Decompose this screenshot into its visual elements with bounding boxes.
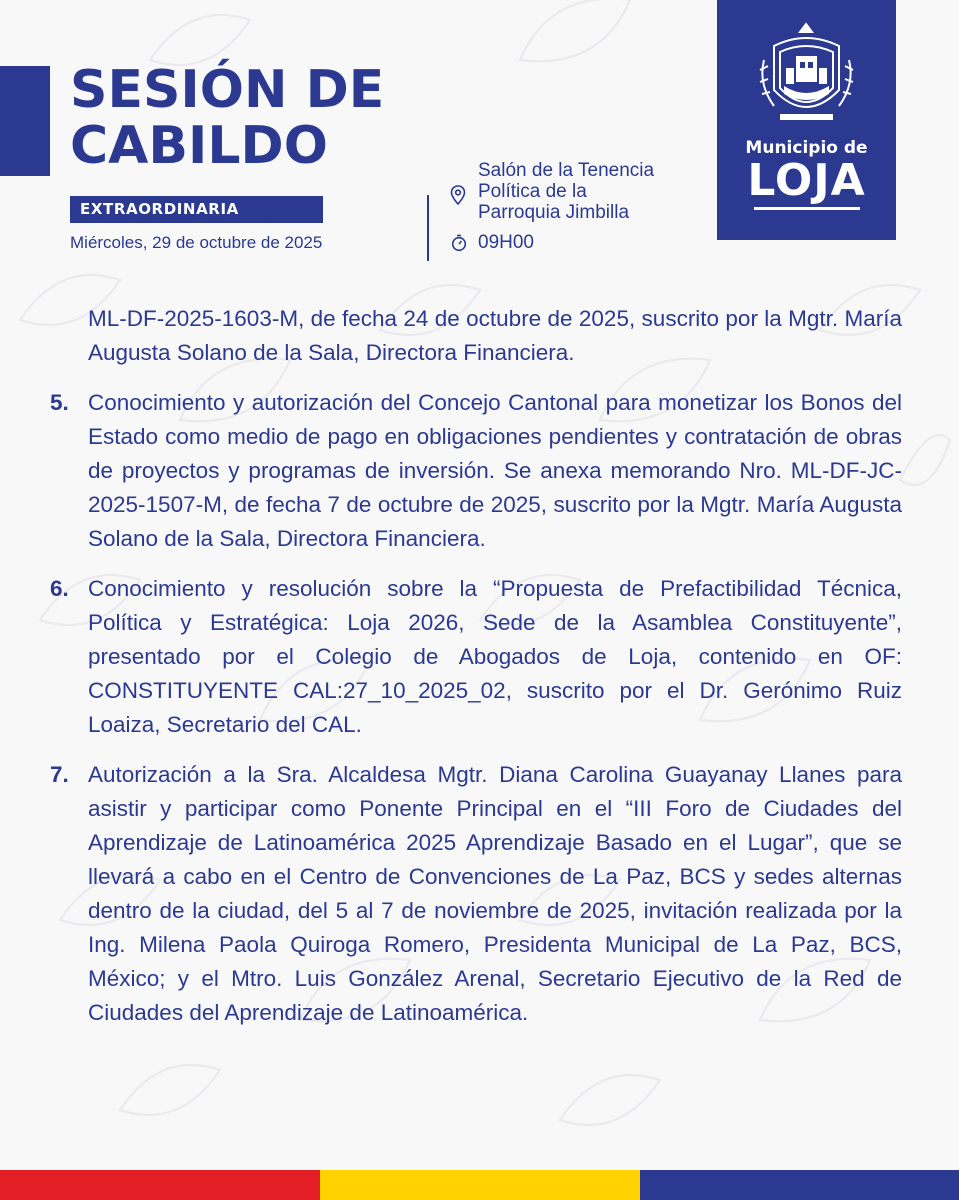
agenda-item-number: 6. xyxy=(50,576,69,601)
location-line-2: Política de la xyxy=(478,181,587,202)
location-line-3: Parroquia Jimbilla xyxy=(478,202,630,223)
coat-of-arms-icon xyxy=(756,20,857,132)
accent-bar xyxy=(0,66,50,176)
location-pin-icon xyxy=(450,185,466,209)
logo-underline xyxy=(754,207,860,210)
page-title xyxy=(70,62,384,174)
agenda-item-number: 7. xyxy=(50,762,69,787)
title-line-1: SESIÓN DE xyxy=(70,60,385,120)
stripe-blue xyxy=(640,1170,959,1200)
flag-color-stripe xyxy=(0,1170,959,1200)
stopwatch-icon xyxy=(451,234,467,256)
agenda-item xyxy=(50,758,902,1030)
agenda-item xyxy=(50,572,902,742)
stripe-yellow xyxy=(320,1170,639,1200)
logo-text-municipio: Municipio de xyxy=(745,138,868,158)
header-divider xyxy=(427,195,429,261)
title-line-2: CABILDO xyxy=(70,116,328,176)
agenda-item-text: Conocimiento y resolución sobre la “Propuesta de Prefactibilidad Técnica, Política y Estratégica: Loja 2026, Sede de la Asamblea Constituyente”, presentado por el Colegio de Abogados de Loja, contenido en OF: CONSTITUYENTE CAL:27_10_2025_02, suscrito por el Dr. Gerónimo Ruiz Loaiza, Secretario del CAL. xyxy=(88,576,902,737)
session-type-badge: EXTRAORDINARIA xyxy=(70,196,323,223)
agenda-item xyxy=(50,386,902,556)
stripe-red xyxy=(0,1170,320,1200)
session-location xyxy=(478,160,718,223)
municipality-logo xyxy=(717,0,896,240)
agenda-content xyxy=(50,302,902,1030)
agenda-item-number: 5. xyxy=(50,390,69,415)
location-line-1: Salón de la Tenencia xyxy=(478,160,655,181)
session-date: Miércoles, 29 de octubre de 2025 xyxy=(70,233,323,252)
agenda-item-text: Autorización a la Sra. Alcaldesa Mgtr. Diana Carolina Guayanay Llanes para asistir y participar como Ponente Principal en el “III Foro de Ciudades del Aprendizaje de Latinoamérica 2025 Aprendizaje Basado en el Lugar”, que se llevará a cabo en el Centro de Convenciones de La Paz, BCS y sedes alternas dentro de la ciudad, del 5 al 7 de noviembre de 2025, invitación realizada por la Ing. Milena Paola Quiroga Romero, Presidenta Municipal de La Paz, BCS, México; y el Mtro. Luis González Arenal, Secretario Ejecutivo de la Red de Ciudades del Aprendizaje de Latinoamérica. xyxy=(88,762,902,1025)
logo-text-loja: LOJA xyxy=(747,155,866,206)
session-time: 09H00 xyxy=(478,232,534,253)
agenda-continuation: ML-DF-2025-1603-M, de fecha 24 de octubre de 2025, suscrito por la Mgtr. María Augusta Solano de la Sala, Directora Financiera. xyxy=(88,306,902,365)
agenda-item-text: Conocimiento y autorización del Concejo Cantonal para monetizar los Bonos del Estado como medio de pago en obligaciones pendientes y contratación de obras de proyectos y programas de inversión. Se anexa memorando Nro. ML-DF-JC-2025-1507-M, de fecha 7 de octubre de 2025, suscrito por la Mgtr. María Augusta Solano de la Sala, Directora Financiera. xyxy=(88,390,902,551)
